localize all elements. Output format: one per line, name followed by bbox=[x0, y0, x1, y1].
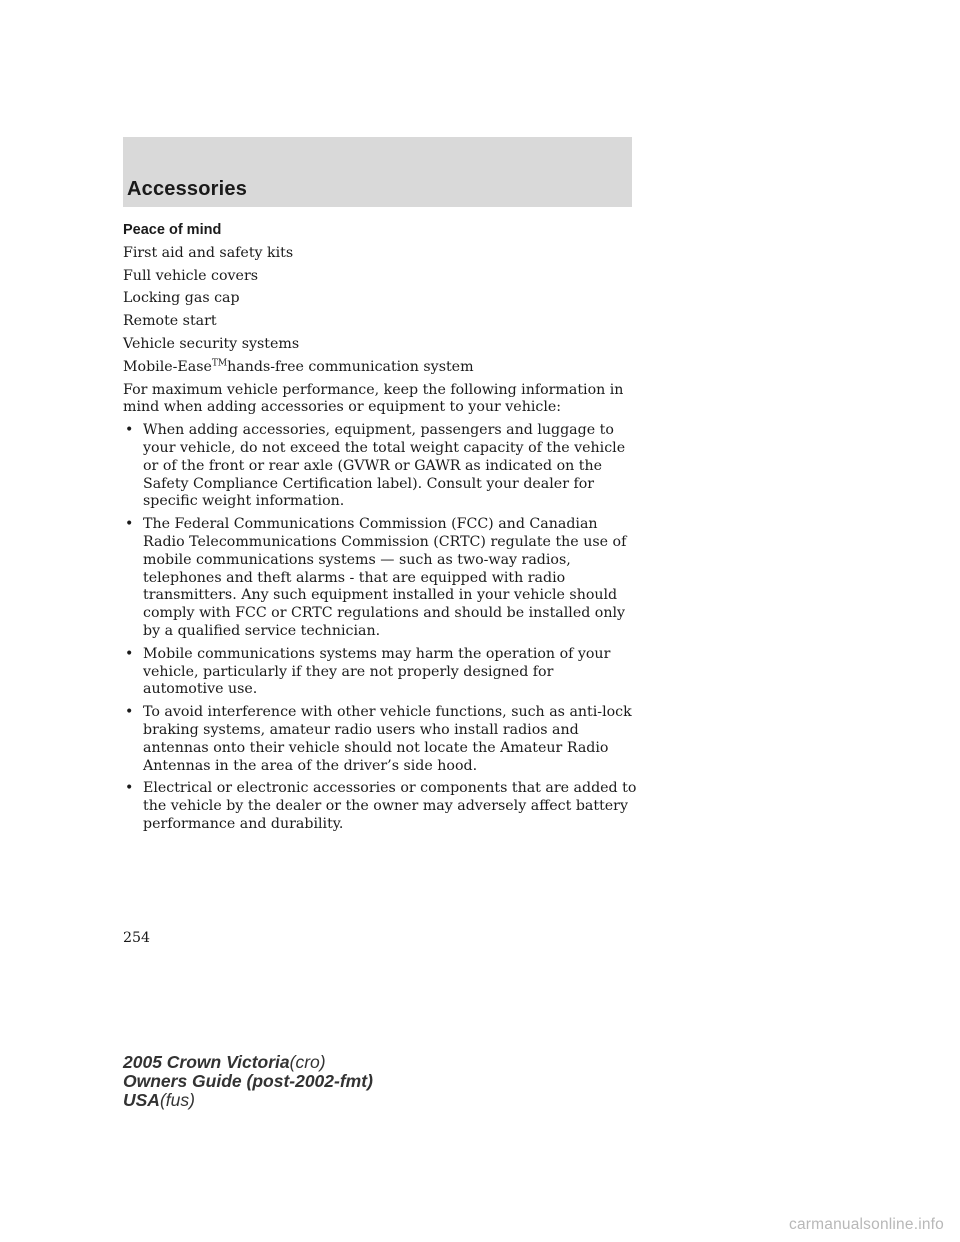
watermark-text: carmanualsonline.info bbox=[789, 1216, 944, 1233]
list-item: Vehicle security systems bbox=[123, 335, 300, 352]
footer-model-code: (cro) bbox=[289, 1052, 326, 1072]
page-content bbox=[123, 222, 638, 839]
footer-market-code: (fus) bbox=[159, 1090, 195, 1110]
section-title: Accessories bbox=[127, 178, 248, 200]
list-item: Remote start bbox=[123, 313, 217, 330]
bullet-item bbox=[123, 516, 638, 641]
footer-guide: Owners Guide (post-2002-fmt) bbox=[123, 1071, 373, 1091]
section-header-band bbox=[123, 137, 632, 207]
footer-line-3 bbox=[123, 1091, 373, 1110]
bullet-item bbox=[123, 422, 638, 511]
footer-line-2 bbox=[123, 1072, 373, 1091]
list-item: Full vehicle covers bbox=[123, 267, 259, 284]
bullet-text: Mobile communications systems may harm the operation of your vehicle, particularly if they are not properly designed for automotive use. bbox=[143, 645, 611, 698]
bullet-icon: • bbox=[125, 516, 134, 533]
bullet-text: When adding accessories, equipment, passengers and luggage to your vehicle, do not exceed the total weight capacity of the vehicle or of the front or rear axle (GVWR or GAWR as indicated on the Safety Compliance Certification label). Consult your dealer for specific weight information. bbox=[143, 422, 626, 510]
bullet-item bbox=[123, 780, 638, 833]
bullet-text: To avoid interference with other vehicle functions, such as anti-lock braking systems, amateur radio users who install radios and antennas onto their vehicle should not locate the Amateur Radio Antennas in the area of the driver’s side hood. bbox=[143, 704, 632, 774]
mobile-ease-name: Mobile-Ease bbox=[123, 358, 212, 375]
footer-market: USA bbox=[123, 1090, 160, 1110]
list-item-mobile-ease bbox=[123, 359, 638, 377]
bullet-icon: • bbox=[125, 645, 134, 662]
bullet-icon: • bbox=[125, 704, 134, 721]
intro-paragraph: For maximum vehicle performance, keep the following information in mind when adding accessories or equipment to your vehicle: bbox=[123, 381, 624, 416]
section-heading: Peace of mind bbox=[123, 222, 222, 238]
list-item: Locking gas cap bbox=[123, 290, 240, 307]
bullet-icon: • bbox=[125, 780, 134, 797]
bullet-icon: • bbox=[125, 422, 134, 439]
footer-line-1 bbox=[123, 1053, 373, 1072]
page-number: 254 bbox=[123, 930, 151, 946]
bullet-item bbox=[123, 646, 638, 699]
mobile-ease-description: hands-free communication system bbox=[227, 358, 474, 375]
bullet-item bbox=[123, 704, 638, 775]
footer-model: 2005 Crown Victoria bbox=[123, 1052, 290, 1072]
list-item: First aid and safety kits bbox=[123, 244, 294, 261]
bullet-text: The Federal Communications Commission (FCC) and Canadian Radio Telecommunications Commission (CRTC) regulate the use of mobile communications systems — such as two-way radios, telephones and theft alarms - that are equipped with radio transmitters. Any such equipment installed in your vehicle should comply with FCC or CRTC regulations and should be installed only by a qualified service technician. bbox=[143, 516, 627, 639]
bullet-text: Electrical or electronic accessories or components that are added to the vehicle by the dealer or the owner may adversely affect battery performance and durability. bbox=[143, 780, 637, 832]
trademark-mark: TM bbox=[211, 358, 228, 369]
document-footer bbox=[123, 1053, 373, 1110]
